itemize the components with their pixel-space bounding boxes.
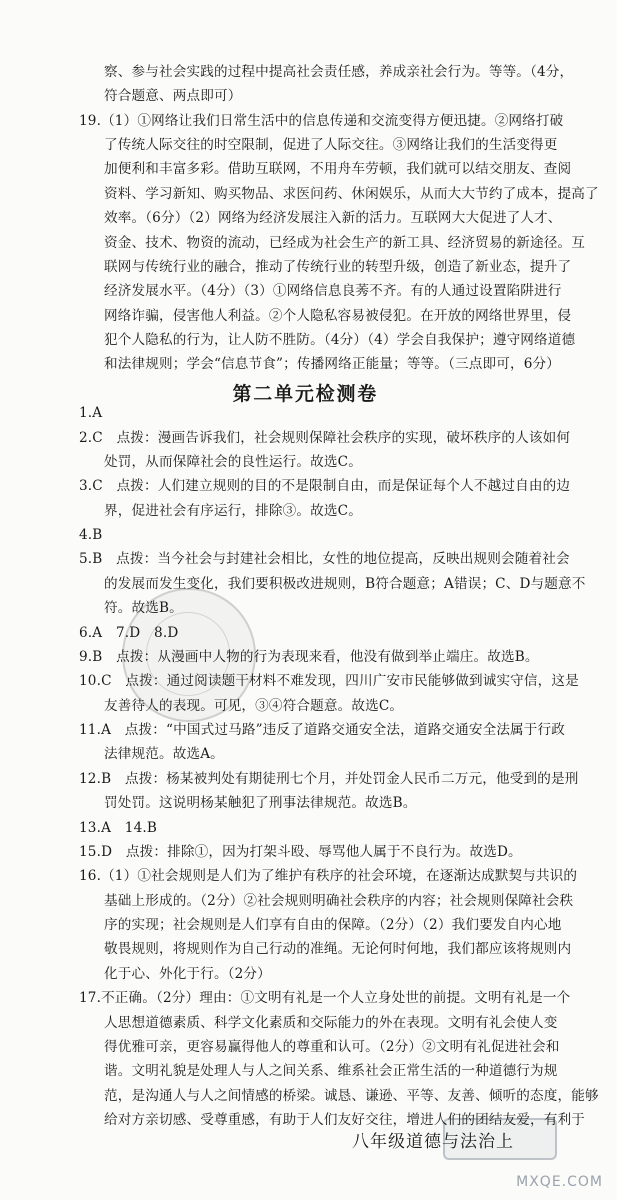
text-line: 法律规范。故选A。 (104, 746, 224, 762)
text-line: 符。故选B。 (104, 600, 183, 616)
text-line: 范，是沟通人与人之间情感的桥梁。诚恳、谦逊、平等、友善、倾听的态度，能够 (104, 1088, 599, 1104)
text-line: 资料、学习新知、购买物品、求医问药、休闲娱乐，从而大大节约了成本，提高了 (104, 186, 599, 202)
text-line: 和法律规则；学会“信息节食”；传播网络正能量；等等。（三点即可，6分） (104, 356, 560, 372)
text-line: 人思想道德素质、科学文化素质和交际能力的外在表现。文明有礼会使人变 (104, 1015, 558, 1031)
page-footer: 八年级道德与法治上 (352, 1132, 514, 1152)
text-line: 13.A 14.B (79, 820, 157, 836)
text-line: 5.B 点拨：当今社会与封建社会相比，女性的地位提高，反映出规则会随着社会 (79, 551, 570, 567)
text-line: 12.B 点拨：杨某被判处有期徒刑七个月，并处罚金人民币二万元，他受到的是刑 (79, 771, 579, 787)
text-line: 了传统人际交往的时空限制，促进了人际交往。③网络让我们的生活变得更 (104, 137, 558, 153)
text-line: 犯个人隐私的行为，让人防不胜防。（4分）（4）学会自我保护；遵守网络道德 (104, 332, 576, 348)
text-line: 化于心、外化于行。（2分） (104, 966, 271, 982)
text-line: 符合题意、两点即可） (104, 88, 242, 104)
text-line: 联网与传统行业的融合，推动了传统行业的转型升级，创造了新业态，提升了 (104, 259, 572, 275)
text-line: 4.B (79, 527, 103, 543)
watermark-text: MXQE.COM (516, 1174, 603, 1190)
text-line: 10.C 点拨：通过阅读题干材料不难发现，四川广安市民能够做到诚实守信，这是 (79, 673, 579, 689)
text-line: 17.不正确。（2分）理由：①文明有礼是一个人立身处世的前提。文明有礼是一个 (79, 990, 571, 1006)
text-line: 序的实现；社会规则是人们享有自由的保障。（2分）（2）我们要发自内心地 (104, 917, 562, 933)
text-line: 察、参与社会实践的过程中提高社会责任感，养成亲社会行为。等等。（4分， (104, 64, 574, 80)
text-line: 得优雅可亲，更容易赢得他人的尊重和认可。（2分）②文明有礼促进社会和 (104, 1039, 560, 1055)
text-line: 16.（1）①社会规则是人们为了维护有秩序的社会环境，在逐渐达成默契与共识的 (79, 868, 578, 884)
text-line: 给对方亲切感、受尊重感，有助于人们友好交往，增进人们的团结友爱，有利于 (104, 1112, 586, 1128)
text-line: 3.C 点拨：人们建立规则的目的不是限制自由，而是保证每个人不越过自由的边 (79, 478, 571, 494)
text-line: 1.A (79, 405, 103, 421)
text-line: 11.A 点拨：“中国式过马路”违反了道路交通安全法，道路交通安全法属于行政 (79, 722, 566, 738)
text-line: 谐。文明礼貌是处理人与人之间关系、维系社会正常生活的一种道德行为规 (104, 1063, 558, 1079)
text-line: 效率。（6分）（2）网络为经济发展注入新的活力。互联网大大促进了人才、 (104, 210, 562, 226)
text-line: 界，促进社会有序运行，排除③。故选C。 (104, 503, 362, 519)
text-line: 6.A 7.D 8.D (79, 625, 179, 641)
text-line: 9.B 点拨：从漫画中人物的行为表现来看，他没有做到举止端庄。故选B。 (79, 649, 539, 665)
text-line: 19.（1）①网络让我们日常生活中的信息传递和交流变得方便迅捷。②网络打破 (79, 113, 564, 129)
text-line: 罚处罚。这说明杨某触犯了刑事法律规范。故选B。 (104, 795, 417, 811)
text-line: 敬畏规则，将规则作为自己行动的准绳。无论何时何地，我们都应该将规则内 (104, 941, 572, 957)
text-line: 处罚，从而保障社会的良性运行。故选C。 (104, 454, 362, 470)
text-line: 加便利和丰富多彩。借助互联网，不用舟车劳顿，我们就可以结交朋友、查阅 (104, 161, 572, 177)
text-line: 友善待人的表现。可见，③④符合题意。故选C。 (104, 698, 404, 714)
text-line: 网络诈骗，侵害他人利益。②个人隐私容易被侵犯。在开放的网络世界里，侵 (104, 308, 572, 324)
text-line: 资金、技术、物资的流动，已经成为社会生产的新工具、经济贸易的新途径。互 (104, 235, 586, 251)
text-line: 的发展而发生变化，我们要积极改进规则，B符合题意；A错误；C、D与题意不 (104, 576, 586, 592)
text-line: 基础上形成的。（2分）②社会规则明确社会秩序的内容；社会规则保障社会秩 (104, 893, 574, 909)
text-line: 经济发展水平。（4分）（3）①网络信息良莠不齐。有的人通过设置陷阱进行 (104, 283, 562, 299)
section-title: 第二单元检测卷 (232, 383, 379, 405)
text-line: 2.C 点拨：漫画告诉我们，社会规则保障社会秩序的实现，破坏秩序的人该如何 (79, 430, 571, 446)
text-line: 15.D 点拨：排除①，因为打架斗殴、辱骂他人属于不良行为。故选D。 (79, 844, 522, 860)
